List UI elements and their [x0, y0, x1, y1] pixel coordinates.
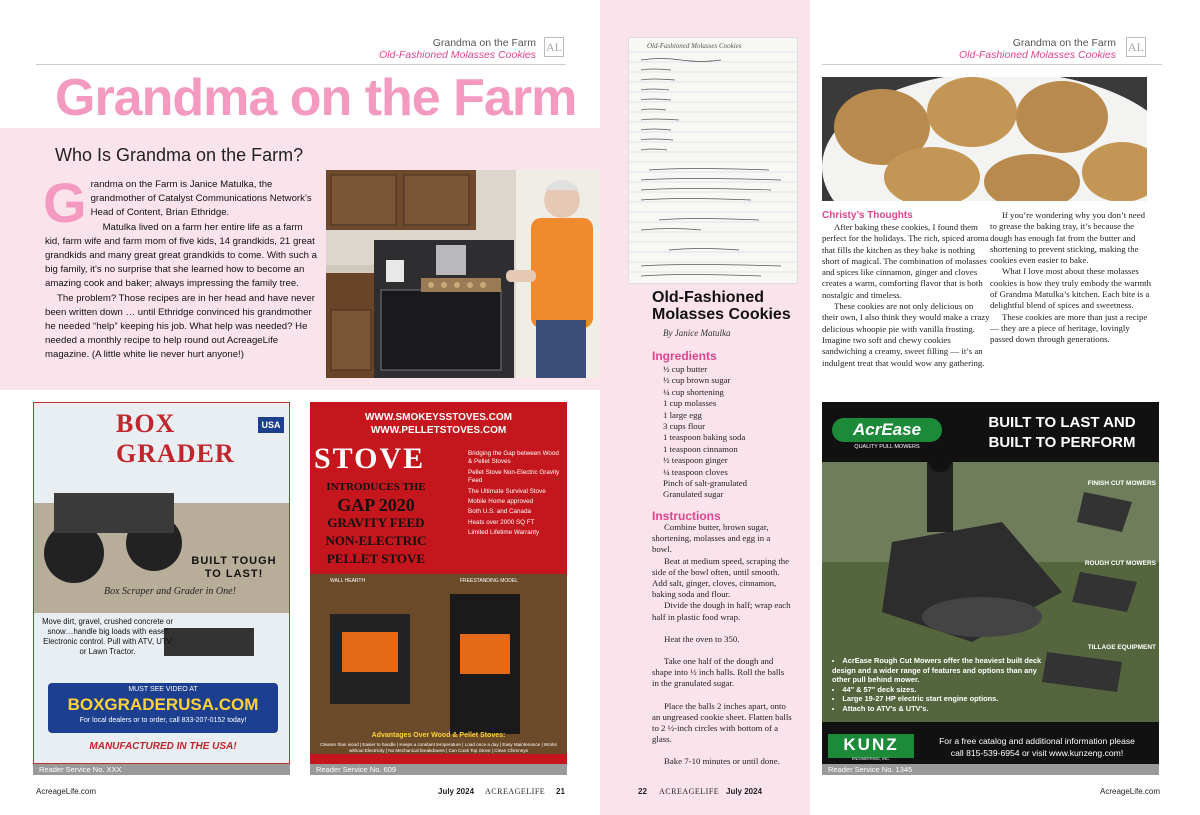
- stove-model-a: WALL HEARTH: [330, 578, 366, 584]
- box-grader-video-label: MUST SEE VIDEO AT: [128, 686, 198, 693]
- box-grader-usa-flag: USA: [258, 417, 284, 433]
- ingredient-item: Granulated sugar: [663, 489, 724, 500]
- right-footer-url: AcreageLife.com: [1100, 787, 1161, 796]
- acrease-tillage: TILLAGE EQUIPMENT: [1087, 644, 1156, 651]
- grandma-story: [43, 171, 320, 363]
- box-grader-ad[interactable]: [33, 402, 290, 764]
- ingredient-item: ½ cup brown sugar: [663, 375, 731, 386]
- recipe-title: Old-Fashioned Molasses Cookies: [652, 289, 791, 323]
- box-grader-logo: BOX GRADER: [116, 409, 235, 468]
- instruction-step: Combine butter, brown sugar, shortening, molasses and egg in a bowl.: [652, 522, 771, 555]
- acrease-ad[interactable]: [822, 402, 1159, 764]
- right-header-rule: [822, 64, 1162, 65]
- christy-column-2: [990, 210, 1152, 346]
- ingredient-item: 1 teaspoon baking soda: [663, 432, 746, 443]
- stove-logo: STOVE: [314, 442, 426, 475]
- ingredient-item: ¼ cup shortening: [663, 386, 724, 397]
- instruction-step: Divide the dough in half; wrap each half in plastic food wrap.: [652, 600, 791, 622]
- acreagelife-logo: AL: [544, 37, 564, 57]
- box-grader-url[interactable]: BOXGRADERUSA.COM: [67, 695, 259, 714]
- christy-para: These cookies are more than just a recipe — they are a piece of heritage, lovingly passed down through generations.: [990, 311, 1148, 345]
- instruction-step: Heat the oven to 350.: [664, 633, 740, 644]
- christy-para: After baking these cookies, I found them perfect for the holidays. The rich, spiced aroma that fills the kitchen as they bake is nothing short of magical. The combination of molasses and spices like cinnamon, ginger and cloves creates a warm, comforting flavor that is both nostalgic and timeless.: [822, 222, 989, 300]
- right-footer-mag: ACREAGELIFE: [659, 787, 720, 796]
- stove-adv-text: Cleaner than wood | Easier to handle | Keeps a constant temperature | Load once a day | Easy Maintenance | Works without Electricity | No Mechanical breakdowns | Can Cook Top Stove | Clean Chimneys: [320, 742, 557, 753]
- ingredients-heading: Ingredients: [652, 349, 717, 363]
- christy-para: These cookies are not only delicious on their own, I also think they would make a crazy delicious whoopie pie with vanilla frosting. Imagine two soft and chewy cookies sandwiching a creamy, sweet filling — it’s an indulgent treat that would wow any gathering.: [822, 301, 990, 368]
- recipe-byline: By Janice Matulka: [663, 328, 731, 338]
- stove-ad[interactable]: [310, 402, 567, 764]
- stove-line-5: PELLET STOVE: [326, 551, 426, 566]
- story-para-1: randma on the Farm is Janice Matulka, the grandmother of Catalyst Communications Network’s Head of Content, Brian Ethridge.: [90, 179, 312, 219]
- instruction-step: Beat at medium speed, scraping the side of the bowl often, until smooth. Add salt, ginger, cloves, cinnamon, baking soda and flour.: [652, 555, 790, 600]
- stove-line-3: GRAVITY FEED: [327, 515, 425, 530]
- reader-service-stove: Reader Service No. 609: [310, 764, 567, 775]
- acrease-headline-1: BUILT TO LAST AND: [988, 414, 1136, 431]
- handwritten-recipe-image: [628, 37, 798, 284]
- kunz-logo-sub: ENGINEERING, INC.: [851, 756, 891, 761]
- box-grader-headline: BUILT TOUGH TO LAST!: [191, 555, 277, 580]
- stove-bullet: The Ultimate Survival Stove: [468, 487, 546, 495]
- acreagelife-logo-right: AL: [1126, 37, 1146, 57]
- left-footer-url: AcreageLife.com: [36, 787, 97, 796]
- box-grader-dealer: For local dealers or to order, call 833-207-0152 today!: [79, 717, 247, 724]
- left-footer-page: 21: [556, 787, 565, 796]
- christys-thoughts-heading: Christy’s Thoughts: [822, 210, 913, 221]
- reader-service-acrease: Reader Service No. 1345: [822, 764, 1159, 775]
- instruction-step: Take one half of the dough and shape into ½ inch balls. Roll the balls in the granulated sugar.: [652, 656, 785, 689]
- stove-line-1: INTRODUCES THE: [326, 481, 426, 493]
- instructions-heading: Instructions: [652, 509, 721, 523]
- instruction-step: Place the balls 2 inches apart, onto an ungreased cookie sheet. Flatten balls to 2 ½-inch circles with bottom of a glass.: [652, 700, 792, 745]
- ingredient-item: 1 large egg: [663, 409, 702, 420]
- stove-bullet: Limited Lifetime Warranty: [468, 529, 540, 537]
- stove-intro-block: [314, 478, 438, 568]
- right-footer-page: 22: [638, 787, 647, 796]
- acrease-bullet: • Large 19-27 HP electric start engine options.: [832, 694, 1047, 704]
- instruction-step: Bake 7-10 minutes or until done.: [664, 756, 780, 767]
- stove-bullet: Heats over 2000 SQ FT: [468, 518, 535, 526]
- right-footer-issue: July 2024: [726, 787, 763, 796]
- page-title: Grandma on the Farm: [55, 69, 577, 127]
- acrease-finish-cut: FINISH CUT MOWERS: [1087, 480, 1156, 487]
- stove-model-b: FREESTANDING MODEL: [460, 578, 518, 584]
- box-grader-desc: Move dirt, gravel, crushed concrete or snow…handle big loads with ease! Electronic control. Pull with ATV, UTV or Lawn Tractor.: [42, 617, 173, 656]
- drop-cap: G: [43, 171, 87, 234]
- stove-url-1[interactable]: WWW.SMOKEYSSTOVES.COM: [364, 412, 513, 423]
- box-grader-tagline: Box Scraper and Grader in One!: [104, 586, 236, 597]
- left-footer-mag: ACREAGELIFE: [485, 787, 546, 796]
- ingredient-item: ½ cup butter: [663, 364, 708, 374]
- ingredients-list: [663, 364, 747, 501]
- stove-bullets: [468, 450, 564, 538]
- notebook-title: Old-Fashioned Molasses Cookies: [647, 42, 742, 50]
- acrease-contact-2[interactable]: call 815-539-6954 or visit www.kunzeng.com!: [950, 748, 1124, 758]
- acrease-bullet: • AcrEase Rough Cut Mowers offer the heaviest built deck design and a wider range of features and options than any other pull behind mower.: [832, 656, 1047, 685]
- christy-para: What I love most about these molasses cookies is how they truly embody the warmth of Grandma Matulka’s kitchen. Each bite is a delightful blend of spices and sweetness.: [990, 266, 1152, 311]
- left-footer-issue: July 2024: [438, 787, 475, 796]
- stove-line-4: NON-ELECTRIC: [325, 533, 427, 548]
- acrease-bullet: • 44" & 57" deck sizes.: [832, 685, 1047, 695]
- ingredient-item: Pinch of salt-granulated: [663, 478, 748, 489]
- kitchen-photo: [326, 170, 600, 378]
- page-subtitle: Who Is Grandma on the Farm?: [55, 145, 304, 165]
- ingredient-item: 1 cup molasses: [663, 398, 717, 409]
- ingredient-item: ¼ teaspoon cloves: [663, 466, 728, 477]
- stove-bullet: Mobile Home approved: [468, 498, 534, 506]
- left-running-header: Grandma on the Farm Old-Fashioned Molasses Cookies: [379, 37, 536, 61]
- stove-bullet: Pellet Stove Non-Electric Gravity Feed: [468, 468, 560, 485]
- cookies-photo: [822, 77, 1147, 201]
- acrease-headline-2: BUILT TO PERFORM: [988, 434, 1136, 451]
- ingredient-item: 3 cups flour: [663, 421, 706, 432]
- ingredient-item: 1 teaspoon cinnamon: [663, 443, 738, 454]
- ingredient-item: ½ teaspoon ginger: [663, 455, 728, 466]
- acrease-logo-sub: QUALITY PULL MOWERS: [854, 444, 920, 450]
- acrease-bullets: [832, 656, 1047, 714]
- acrease-rough-cut: ROUGH CUT MOWERS: [1084, 560, 1156, 567]
- box-grader-made-in-usa: MANUFACTURED IN THE USA!: [89, 741, 237, 752]
- christy-column-1: [822, 222, 990, 369]
- story-para-2: Matulka lived on a farm her entire life as a farm kid, farm wife and farm mom of five kids, 14 grandkids, 21 great grandkids and many great great grandkids to come. With such a big family, it’s no surprise that she learned how to become an amazing cook and baker; always impressing the family tree.: [45, 221, 317, 290]
- stove-bullet: Both U.S. and Canada: [468, 508, 532, 516]
- acrease-bullet: • Attach to ATV's & UTV's.: [832, 704, 1047, 714]
- stove-bullet: Bridging the Gap between Wood & Pellet Stoves: [468, 450, 559, 466]
- stove-line-2: GAP 2020: [337, 495, 415, 515]
- left-header-rule: [36, 64, 566, 65]
- right-running-header: Grandma on the Farm Old-Fashioned Molasses Cookies: [959, 37, 1116, 61]
- reader-service-box-grader: Reader Service No. XXX: [33, 764, 290, 775]
- kunz-logo: KUNZ: [828, 734, 914, 758]
- stove-adv-title: Advantages Over Wood & Pellet Stoves:: [371, 732, 506, 739]
- stove-url-2[interactable]: WWW.PELLETSTOVES.COM: [370, 425, 507, 436]
- story-para-3: The problem? Those recipes are in her head and have never been written down … until Ethridge convinced his grandmother he needed “help” keeping his job. What help was needed? He needed a monthly recipe to help round out AcreageLife magazine. (A little white lie never hurt anyone!): [45, 292, 315, 361]
- instructions-text: [652, 522, 792, 768]
- christy-para: If you’re wondering why you don’t need to grease the baking tray, it’s because the dough has enough fat from the butter and shortening to prevent sticking, making the cookies even easier to bake.: [990, 210, 1145, 266]
- acrease-logo: AcrEase: [832, 418, 942, 442]
- acrease-contact-1: For a free catalog and additional information please: [939, 736, 1135, 746]
